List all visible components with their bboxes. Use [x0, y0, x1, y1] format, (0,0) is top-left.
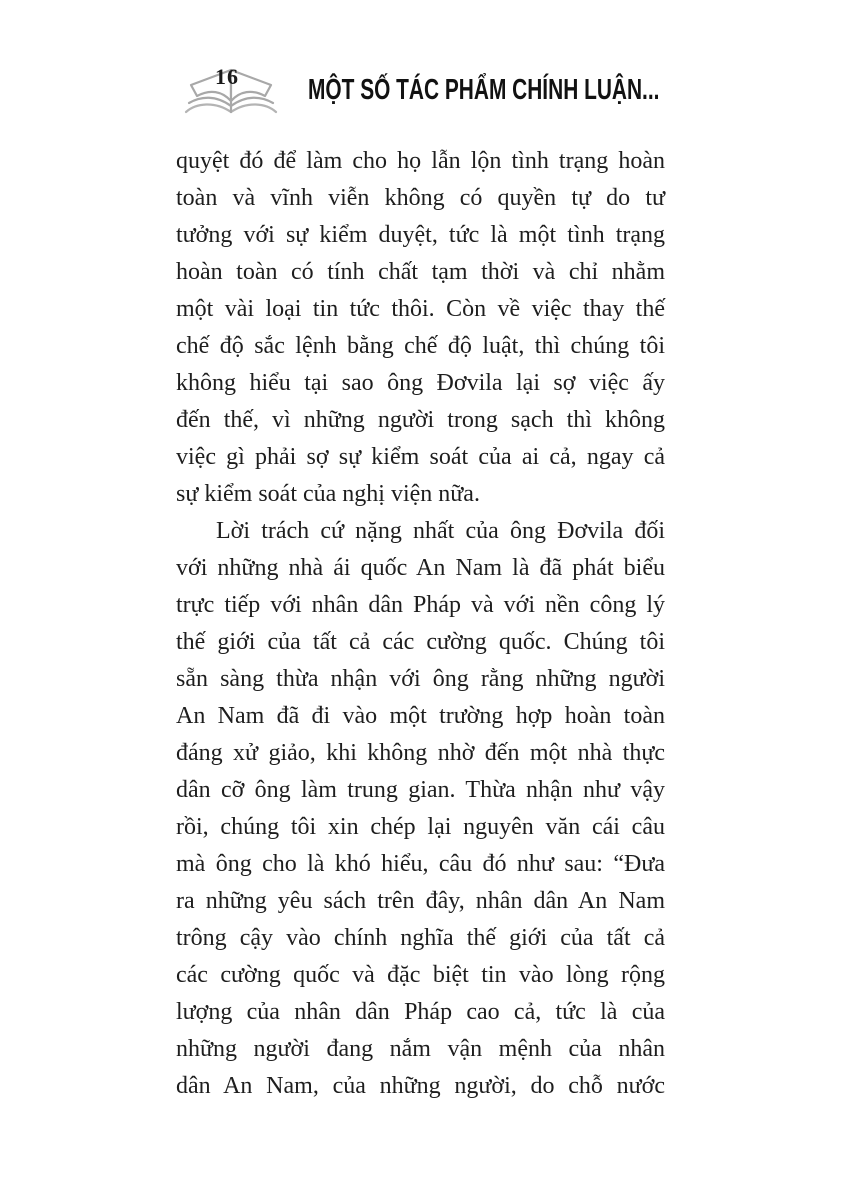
- open-book-icon: [183, 58, 279, 126]
- text-line: thế giới của tất cả các cường quốc. Chúng tôi: [176, 629, 665, 655]
- page-header: [0, 0, 841, 130]
- text-line: tưởng với sự kiểm duyệt, tức là một tình trạng: [176, 222, 665, 248]
- text-line: lượng của nhân dân Pháp cao cả, tức là của: [176, 999, 665, 1025]
- text-line: việc gì phải sợ sự kiểm soát của ai cả, ngay cả: [176, 444, 665, 470]
- paragraph: [176, 513, 665, 1105]
- text-line: rồi, chúng tôi xin chép lại nguyên văn cái câu: [176, 814, 665, 840]
- body-text: [176, 143, 665, 1105]
- text-line: trông cậy vào chính nghĩa thế giới của tất cả: [176, 925, 665, 951]
- paragraph-continuation: [176, 143, 665, 513]
- text-line: với những nhà ái quốc An Nam là đã phát biểu: [176, 555, 665, 581]
- page-number: 16: [215, 64, 239, 89]
- running-title: MỘT SỐ TÁC PHẨM CHÍNH LUẬN...: [308, 74, 660, 106]
- text-line: Lời trách cứ nặng nhất của ông Đơvila đối: [216, 518, 665, 544]
- text-line: đáng xử giảo, khi không nhờ đến một nhà thực: [176, 740, 665, 766]
- text-line: không hiểu tại sao ông Đơvila lại sợ việc ấy: [176, 370, 665, 396]
- text-line: dân An Nam, của những người, do chỗ nước: [176, 1073, 665, 1099]
- text-line: mà ông cho là khó hiểu, câu đó như sau: “Đưa: [176, 851, 665, 877]
- text-line: đến thế, vì những người trong sạch thì không: [176, 407, 665, 433]
- text-line: các cường quốc và đặc biệt tin vào lòng rộng: [176, 962, 665, 988]
- text-line: hoàn toàn có tính chất tạm thời và chỉ nhằm: [176, 259, 665, 285]
- text-line: một vài loại tin tức thôi. Còn về việc thay thế: [176, 296, 665, 322]
- text-line: sẵn sàng thừa nhận với ông rằng những người: [176, 666, 665, 692]
- text-line: những người đang nắm vận mệnh của nhân: [176, 1036, 665, 1062]
- text-line: chế độ sắc lệnh bằng chế độ luật, thì chúng tôi: [176, 333, 665, 359]
- text-line: quyệt đó để làm cho họ lẫn lộn tình trạng hoàn: [176, 148, 665, 174]
- text-line: ra những yêu sách trên đây, nhân dân An Nam: [176, 888, 665, 914]
- text-line: dân cỡ ông làm trung gian. Thừa nhận như vậy: [176, 777, 665, 803]
- text-line: sự kiểm soát của nghị viện nữa.: [176, 481, 480, 507]
- text-line: An Nam đã đi vào một trường hợp hoàn toàn: [176, 703, 665, 729]
- text-line: toàn và vĩnh viễn không có quyền tự do tư: [176, 185, 665, 211]
- text-line: trực tiếp với nhân dân Pháp và với nền công lý: [176, 592, 665, 618]
